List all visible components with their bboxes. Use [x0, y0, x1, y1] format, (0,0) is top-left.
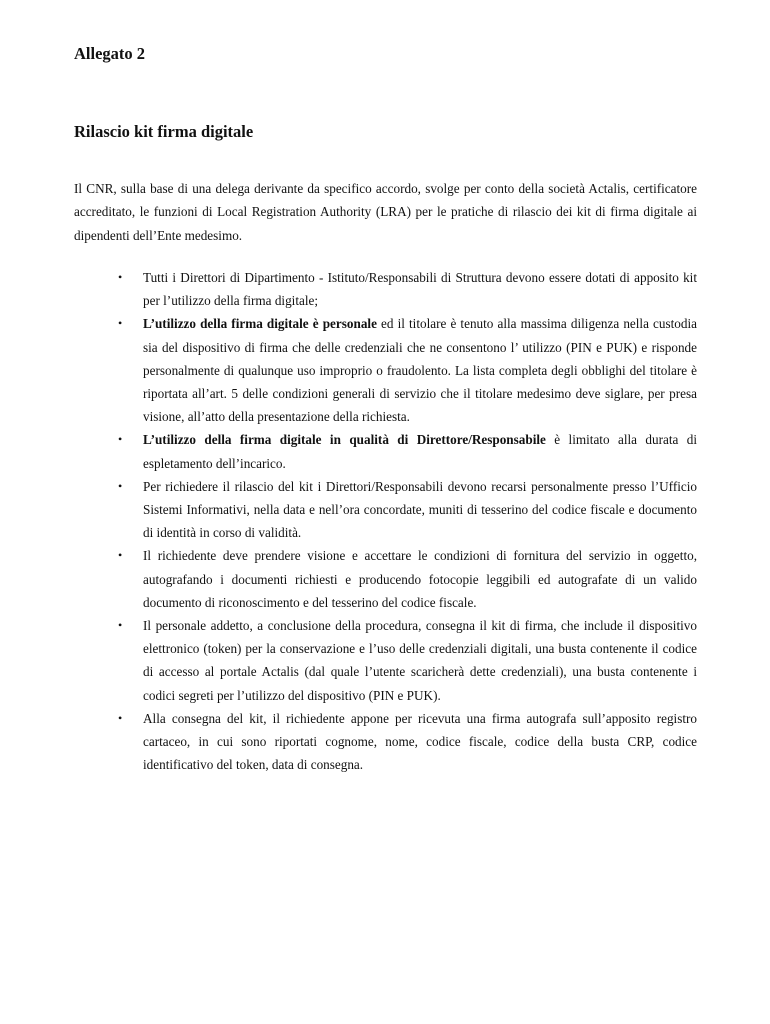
- bullet-icon: •: [118, 618, 123, 633]
- bullet-icon: •: [118, 478, 123, 493]
- annex-title: Allegato 2: [74, 44, 146, 63]
- bullet-item: [74, 428, 697, 474]
- bullet-item: [74, 312, 697, 428]
- bullet-text: Per richiedere il rilascio del kit i Direttori/Responsabili devono recarsi personalmente presso l’Ufficio Sistemi Informativi, nella data e nell’ora concordate, muniti di tesserino del codice fiscale e documento di identità in corso di validità.: [143, 478, 697, 541]
- bullet-icon: •: [118, 710, 123, 725]
- bullet-item: [74, 544, 697, 614]
- bullet-bold-text: L’utilizzo della firma digitale in qualità di Direttore/Responsabile: [143, 432, 546, 448]
- bullet-icon: •: [118, 316, 123, 331]
- bullet-text: Alla consegna del kit, il richiedente appone per ricevuta una firma autografa sull’apposito registro cartaceo, in cui sono riportati cognome, nome, codice fiscale, codice della busta CRP, codice identificativo del token, data di consegna.: [143, 710, 697, 773]
- bullet-item: [74, 614, 697, 707]
- bullet-item: [74, 707, 697, 777]
- bullet-icon: •: [118, 270, 123, 284]
- bullet-item: [74, 266, 697, 312]
- bullet-text: Il personale addetto, a conclusione della procedura, consegna il kit di firma, che include il dispositivo elettronico (token) per la conservazione e l’uso delle credenziali digitali, una busta contenente il codice di accesso al portale Actalis (dal quale l’utente scaricherà dette credenziali), una busta contenente i codici segreti per l’utilizzo del dispositivo (PIN e PUK).: [143, 618, 697, 703]
- bullet-icon: •: [118, 548, 123, 563]
- bullet-list: [74, 266, 697, 776]
- bullet-text: Tutti i Direttori di Dipartimento - Istituto/Responsabili di Struttura devono essere dotati di apposito kit per l’utilizzo della firma digitale;: [143, 270, 697, 309]
- bullet-item: [74, 475, 697, 545]
- intro-paragraph: Il CNR, sulla base di una delega derivante da specifico accordo, svolge per conto della società Actalis, certificatore accreditato, le funzioni di Local Registration Authority (LRA) per le pratiche di rilascio dei kit di firma digitale ai dipendenti dell’Ente medesimo.: [74, 181, 697, 243]
- bullet-icon: •: [118, 432, 123, 447]
- bullet-text: è limitato alla durata di espletamento dell’incarico.: [143, 432, 697, 471]
- section-title: Rilascio kit firma digitale: [74, 122, 254, 141]
- bullet-text: Il richiedente deve prendere visione e accettare le condizioni di fornitura del servizio in oggetto, autografando i documenti richiesti e producendo fotocopie leggibili ed autografate di un valido documento di riconoscimento e del tesserino del codice fiscale.: [143, 548, 697, 610]
- bullet-text: ed il titolare è tenuto alla massima diligenza nella custodia sia del dispositivo di firma che delle credenziali che ne consentono l’ utilizzo (PIN e PUK) e risponde personalmente di qualunque uso improprio o fraudolento. La lista completa degli obblighi del titolare è riportata all’art. 5 delle condizioni generali di servizio che il titolare medesimo deve siglare, per presa visione, all’atto della presentazione della richiesta.: [143, 316, 697, 425]
- bullet-bold-text: L’utilizzo della firma digitale è personale: [143, 316, 377, 332]
